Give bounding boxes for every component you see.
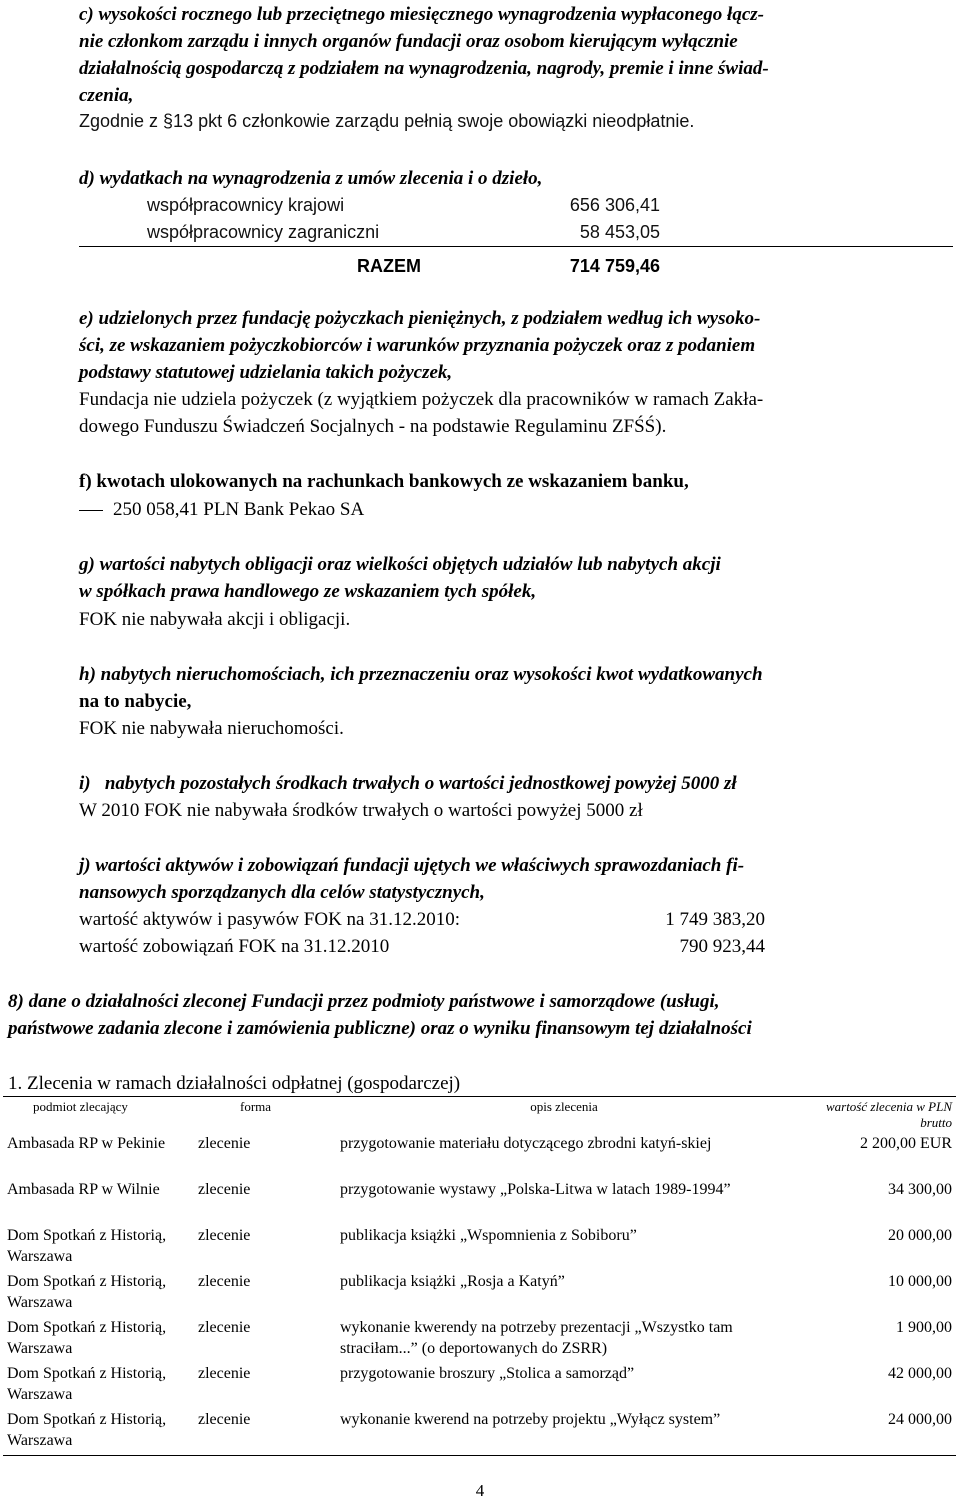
- header-opis: opis zlecenia: [336, 1097, 792, 1134]
- section-8-heading-line-2: państwowe zadania zlecone i zamówienia publiczne) oraz o wyniku finansowym tej działalności: [8, 1018, 752, 1039]
- cell-podmiot: Ambasada RP w Wilnie: [7, 1181, 160, 1198]
- cell-opis: wykonanie kwerend na potrzeby projektu „Wyłącz system”: [336, 1409, 792, 1456]
- section-d-total-label: RAZEM: [357, 256, 421, 276]
- section-d-total-value: 714 759,46: [569, 256, 660, 276]
- section-e-text-line-1: Fundacja nie udziela pożyczek (z wyjątkiem pożyczek dla pracowników w ramach Zakła-: [79, 389, 764, 410]
- cell-podmiot: Dom Spotkań z Historią, Warszawa: [7, 1227, 167, 1265]
- cell-opis: publikacja książki „Wspomnienia z Sobiboru”: [340, 1227, 637, 1244]
- cell-wartosc: 42 000,00: [888, 1365, 952, 1382]
- section-j-row-2-label: wartość zobowiązań FOK na 31.12.2010: [79, 936, 390, 957]
- section-h-heading-line-2: na to nabycie,: [79, 691, 192, 712]
- section-e-heading-line-3: podstawy statutowej udzielania takich pożyczek,: [79, 362, 453, 383]
- section-8-heading-line-1: 8) dane o działalności zleconej Fundacji przez podmioty państwowe i samorządowe (usługi,: [8, 991, 720, 1012]
- section-h-text: FOK nie nabywała nieruchomości.: [79, 718, 344, 739]
- cell-forma: zlecenie: [198, 1365, 251, 1382]
- table-row: [3, 1317, 956, 1363]
- section-d-row-2-value: 58 453,05: [579, 222, 660, 242]
- cell-forma: zlecenie: [198, 1319, 251, 1336]
- cell-podmiot: Dom Spotkań z Historią, Warszawa: [7, 1365, 167, 1403]
- section-c-heading-line-1: c) wysokości rocznego lub przeciętnego miesięcznego wynagrodzenia wypłaconego łącz-: [79, 4, 764, 25]
- section-d-row-1-label: współpracownicy krajowi: [147, 195, 345, 215]
- section-j-heading-line-1: j) wartości aktywów i zobowiązań fundacji ujętych we właściwych sprawozdaniach fi-: [79, 855, 745, 876]
- section-c-heading-line-3: działalnością gospodarczą z podziałem na wynagrodzenia, nagrody, premie i inne świad-: [79, 58, 769, 79]
- section-i-heading: i) nabytych pozostałych środkach trwałych o wartości jednostkowej powyżej 5000 zł: [79, 773, 737, 794]
- section-d-heading: d) wydatkach na wynagrodzenia z umów zlecenia i o dzieło,: [79, 168, 543, 189]
- section-j-row-2-value: 790 923,44: [679, 936, 765, 957]
- cell-wartosc: 24 000,00: [792, 1409, 956, 1456]
- section-f-dash: [79, 510, 103, 511]
- table-row: [3, 1409, 956, 1456]
- table-header-row: [3, 1097, 956, 1134]
- cell-opis: przygotowanie wystawy „Polska-Litwa w latach 1989-1994”: [340, 1181, 731, 1198]
- cell-forma: zlecenie: [198, 1227, 251, 1244]
- cell-opis: publikacja książki „Rosja a Katyń”: [340, 1273, 565, 1290]
- table-row: [3, 1179, 956, 1225]
- table-row: [3, 1271, 956, 1317]
- cell-opis: wykonanie kwerendy na potrzeby prezentacji „Wszystko tam straciłam...” (o deportowanych do ZSRR): [340, 1319, 733, 1357]
- section-g-text: FOK nie nabywała akcji i obligacji.: [79, 609, 351, 630]
- commissions-table: [3, 1096, 956, 1456]
- cell-wartosc: 10 000,00: [888, 1273, 952, 1290]
- cell-forma: zlecenie: [198, 1181, 251, 1198]
- section-d-total-rule: [79, 246, 953, 247]
- table-row: [3, 1225, 956, 1271]
- section-c-heading-line-4: czenia,: [79, 85, 134, 106]
- section-j-heading-line-2: nansowych sporządzanych dla celów statystycznych,: [79, 882, 485, 903]
- cell-podmiot: Dom Spotkań z Historią, Warszawa: [7, 1273, 167, 1311]
- section-j-row-1-value: 1 749 383,20: [665, 909, 765, 930]
- cell-forma: zlecenie: [190, 1409, 336, 1456]
- section-h-heading-line-1: h) nabytych nieruchomościach, ich przeznaczeniu oraz wysokości kwot wydatkowanych: [79, 664, 763, 685]
- cell-wartosc: 1 900,00: [896, 1319, 952, 1336]
- section-d-row-2-label: współpracownicy zagraniczni: [147, 222, 380, 242]
- cell-opis: przygotowanie materiału dotyczącego zbrodni katyń-skiej: [340, 1135, 712, 1152]
- section-8-subheading: 1. Zlecenia w ramach działalności odpłatnej (gospodarczej): [8, 1073, 461, 1094]
- section-c-text: Zgodnie z §13 pkt 6 członkowie zarządu pełnią swoje obowiązki nieodpłatnie.: [79, 111, 695, 131]
- section-g-heading-line-1: g) wartości nabytych obligacji oraz wielkości objętych udziałów lub nabytych akcji: [79, 554, 721, 575]
- cell-forma: zlecenie: [198, 1135, 251, 1152]
- cell-podmiot: Dom Spotkań z Historią, Warszawa: [7, 1319, 167, 1357]
- section-j-row-1-label: wartość aktywów i pasywów FOK na 31.12.2010:: [79, 909, 461, 930]
- page-number: 4: [475, 1481, 485, 1500]
- section-c-heading-line-2: nie członkom zarządu i innych organów fundacji oraz osobom kierującym wyłącznie: [79, 31, 738, 52]
- cell-podmiot: Dom Spotkań z Historią, Warszawa: [3, 1409, 190, 1456]
- header-forma: forma: [190, 1097, 336, 1134]
- table-row: [3, 1133, 956, 1179]
- cell-opis: przygotowanie broszury „Stolica a samorząd”: [340, 1365, 635, 1382]
- section-e-heading-line-1: e) udzielonych przez fundację pożyczkach pieniężnych, z podziałem według ich wysoko-: [79, 308, 761, 329]
- section-f-text: 250 058,41 PLN Bank Pekao SA: [113, 499, 365, 520]
- section-d-row-1-value: 656 306,41: [569, 195, 660, 215]
- cell-podmiot: Ambasada RP w Pekinie: [7, 1135, 166, 1152]
- cell-wartosc: 20 000,00: [888, 1227, 952, 1244]
- section-e-heading-line-2: ści, ze wskazaniem pożyczkobiorców i warunków przyznania pożyczek oraz z podaniem: [79, 335, 756, 356]
- header-wartosc: wartość zlecenia w PLN brutto: [792, 1097, 956, 1134]
- section-g-heading-line-2: w spółkach prawa handlowego ze wskazaniem tych spółek,: [79, 581, 537, 602]
- cell-wartosc: 34 300,00: [888, 1181, 952, 1198]
- table-row: [3, 1363, 956, 1409]
- section-i-text: W 2010 FOK nie nabywała środków trwałych o wartości powyżej 5000 zł: [79, 800, 643, 821]
- section-e-text-line-2: dowego Funduszu Świadczeń Socjalnych - na podstawie Regulaminu ZFŚŚ).: [79, 416, 667, 437]
- cell-forma: zlecenie: [198, 1273, 251, 1290]
- section-f-heading: f) kwotach ulokowanych na rachunkach bankowych ze wskazaniem banku,: [79, 471, 689, 492]
- header-podmiot: podmiot zlecający: [3, 1097, 190, 1134]
- cell-wartosc: 2 200,00 EUR: [860, 1135, 952, 1152]
